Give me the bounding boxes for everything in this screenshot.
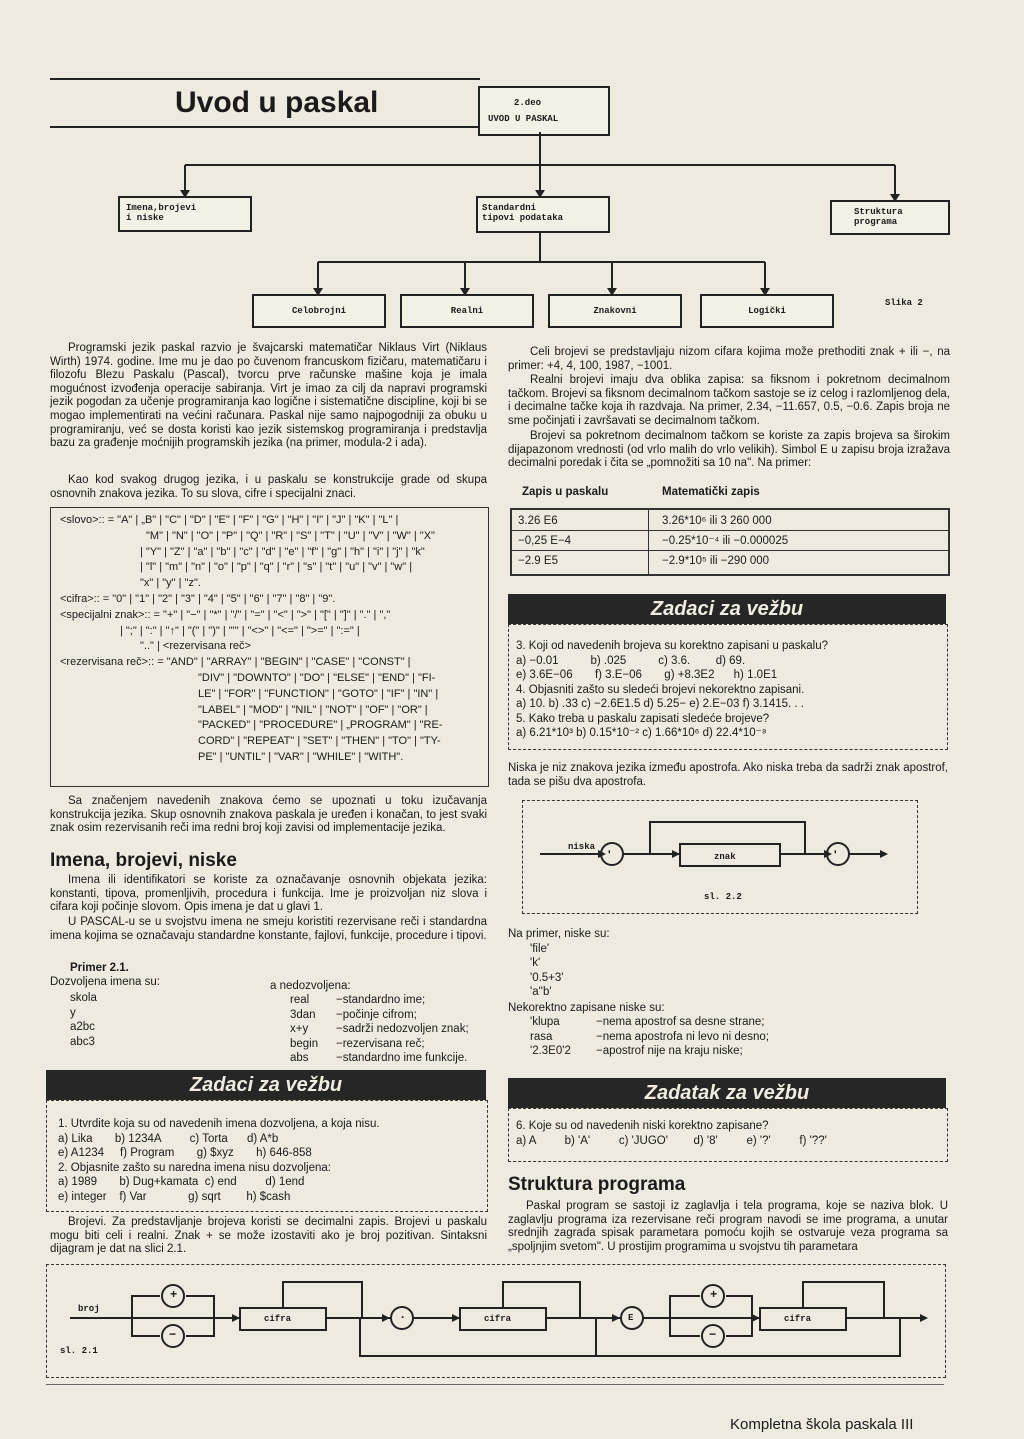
- table-header-1: Zapis u paskalu: [522, 486, 609, 498]
- node-celobrojni: Celobrojni: [252, 294, 386, 328]
- grammar-line: "M" | "N" | "O" | "P" | "Q" | "R" | "S" | "T" | "U" | "V" | "W" | "X": [146, 529, 435, 542]
- grammar-line: | "l" | "m" | "n" | "o" | "p" | "q" | "r" | "s" | "t" | "u" | "v" | "w" |: [140, 561, 413, 574]
- imena-paragraph-2: U PASCAL-u se u svojstvu imena ne smeju koristiti rezervisane reči i standardna imena kojima se označavaju standardne konstante, fajlovi, funkcije, procedure i tipovi.: [50, 916, 487, 942]
- zadatak-line: a) −0.01 b) .025 c) 3.6. d) 69.: [516, 654, 746, 667]
- nedozvoljeno-ime: real: [290, 994, 310, 1006]
- niska-primer: '0.5+3': [530, 971, 564, 984]
- primer-label: Primer 2.1.: [70, 962, 129, 974]
- nekorektna-opis: −nema apostrofa ni levo ni desno;: [596, 1030, 769, 1043]
- zadatak-line: e) A1234 f) Program g) $xyz h) 646-858: [58, 1147, 312, 1159]
- zadatak-line: a) 10. b) .33 c) −2.6E1.5 d) 5.25− e) 2.E−03 f) 3.1415. . .: [516, 698, 804, 710]
- nedozvoljeno-opis: −počinje cifrom;: [336, 1008, 417, 1021]
- zadatak-line: a) A b) 'A' c) 'JUGO' d) '8' e) '?' f) '??': [516, 1135, 827, 1147]
- after-grammar-paragraph: Sa značenjem navedenih znakova ćemo se upoznati u toku izučavanja konstrukcija jezika. Skup osnovnih znakova paskala je uređen i konačan, to jest svaki znak osim rezervisanih reči ima redni broj koji zavisi od implementacije jezika.: [50, 795, 487, 835]
- niska-paragraph: Niska je niz znakova jezika između apostrofa. Ako niska treba da sadrži znak apostrof, tada se pišu dva apostrofa.: [508, 762, 948, 788]
- nekorektno-label: Nekorektno zapisane niske su:: [508, 1002, 665, 1014]
- dozvoljeno-ime: y: [70, 1006, 76, 1019]
- footer-rule: [46, 1384, 944, 1385]
- nekorektna-opis: −apostrof nije na kraju niske;: [596, 1045, 743, 1057]
- dot-label: .: [399, 1308, 407, 1322]
- broj-label: broj: [78, 1304, 100, 1314]
- zadatak-line: 3. Koji od navedenih brojeva su korektno zapisani u paskalu?: [516, 640, 828, 652]
- svg-text:': ': [834, 849, 837, 861]
- table-cell-paskal: 3.26 E6: [518, 515, 558, 527]
- intro-paragraph-2: Kao kod svakog drugog jezika, i u paskalu se konstrukcije grade od skupa osnovnih znakova jezika. To su slova, cifre i specijalni znaci.: [50, 474, 487, 500]
- fig-2-1-caption: sl. 2.1: [60, 1346, 98, 1356]
- node-standardni-tipovi: Standardni tipovi podataka: [476, 196, 610, 233]
- dozvoljeno-ime: abc3: [70, 1035, 95, 1048]
- minus-sign-2: −: [709, 1328, 717, 1342]
- intro-paragraph: Programski jezik paskal razvio je švajcarski matematičar Niklaus Virt (Niklaus Wirth) 1974. godine. Ime mu je dao po čuvenom francuskom fizičaru, matematičaru i filozofu Blezu Paskalu (Pascal), tvorcu prve računske mašine koja je imala mogućnost izvođenja operacije sabiranja. Virt je imao za cilj da napravi programski jezik pogodan za učenje programiranja kao logične i sistematične discipline, koji bi se mogao implementirati na većini računara. Paskal nije samo najpogodniji za obuku u programiranju, već se dosta koristi kao jezik sistemskog programiranja i predstavlja bazu za građenje moćnijih programskih jezika (na primer, modula-2 i ada).: [50, 342, 487, 450]
- e-label: E: [628, 1313, 634, 1323]
- node-realni: Realni: [400, 294, 534, 328]
- nedozvoljeno-ime: x+y: [290, 1023, 309, 1035]
- zadatak-line: e) 3.6E−06 f) 3.E−06 g) +8.3E2 h) 1.0E1: [516, 669, 778, 681]
- grammar-line: <slovo>:: = "A" | „B" | "C" | "D" | "E" | "F" | "G" | "H" | "I" | "J" | "K" | "L" |: [60, 514, 399, 526]
- zadatak-line: a) 6.21*10³ b) 0.15*10⁻² c) 1.66*10⁶ d) 22.4*10⁻⁸: [516, 727, 767, 739]
- table-row-divider: [510, 530, 948, 531]
- zadatak-line: 5. Kako treba u paskalu zapisati sledeće brojeve?: [516, 712, 770, 725]
- imena-paragraph: Imena ili identifikatori se koriste za označavanje osnovnih objekata jezika: konstanti, tipova, promenljivih, procedura i funkcija. Ime je proizvoljan niz slova i cifara koji počinje slovom. Opis imena je dat u glavi 1.: [50, 874, 487, 914]
- tree-connectors: [0, 0, 1024, 340]
- nedozvoljeno-opis: −rezervisana reč;: [336, 1037, 425, 1050]
- niske-primer-label: Na primer, niske su:: [508, 928, 610, 940]
- nedozvoljeno-opis: −sadrži nedozvoljen znak;: [336, 1023, 469, 1035]
- znak-label: znak: [714, 852, 736, 862]
- table-cell-paskal: −2.9 E5: [518, 555, 558, 567]
- struktura-paragraph: Paskal program se sastoji iz zaglavlja i tela programa, koje se naziva blok. U zaglavlju programa iza rezervisane reči program navodi se ime programa, a unutar srednjih zagrada spisak parametara pomoću kojih se ostvaruje veza programa sa „spoljnjim svetom". U prostijim programima u svojstvu tih parametara: [508, 1200, 948, 1253]
- grammar-line: LE" | "FOR" | "FUNCTION" | "GOTO" | "IF" | "IN" |: [198, 687, 439, 700]
- nedozvoljeno-ime: 3dan: [290, 1008, 316, 1021]
- brojevi-paragraph: Brojevi. Za predstavljanje brojeva koristi se decimalni zapis. Brojevi u paskalu mogu biti celi i realni. Znak + se može izostaviti ako je broj pozitivan. Sintaksni dijagram je dat na slici 2.1.: [50, 1216, 487, 1256]
- plus-sign-2: +: [710, 1288, 718, 1302]
- dozvoljeno-ime: skola: [70, 992, 97, 1004]
- grammar-line: <rezervisana reč>:: = "AND" | "ARRAY" | "BEGIN" | "CASE" | "CONST" |: [60, 656, 411, 669]
- grammar-line: "x" | "y" | "z".: [140, 577, 201, 590]
- cifra-label-3: cifra: [784, 1314, 812, 1324]
- right-paragraph-3: Brojevi sa pokretnom decimalnom tačkom se koriste za zapis brojeva sa širokim dijapazonom vrednosti (od vrlo malih do vrlo velikih). Simbol E u zapisu broja izražava decimalni poredak i čita se „pomnožiti sa 10 na". Na primer:: [508, 430, 950, 470]
- grammar-line: "LABEL" | "MOD" | "NIL" | "NOT" | "OF" | "OR" |: [198, 703, 428, 716]
- nekorektna-niska: rasa: [530, 1030, 553, 1043]
- zadatak-line: 6. Koje su od navedenih niski korektno zapisane?: [516, 1120, 769, 1132]
- table-cell-matematicki: −2.9*10⁵ ili −290 000: [662, 555, 770, 567]
- node-znakovni: Znakovni: [548, 294, 682, 328]
- table-cell-paskal: −0,25 E−4: [518, 535, 572, 547]
- grammar-line: "DIV" | "DOWNTO" | "DO" | "ELSE" | "END" | "FI-: [198, 672, 436, 684]
- node-struktura-programa: Struktura programa: [830, 200, 950, 235]
- table-cell-matematicki: 3.26*10⁶ ili 3 260 000: [662, 515, 772, 527]
- node-imena-brojevi-niske: Imena,brojevi i niske: [118, 196, 252, 232]
- cifra-label-2: cifra: [484, 1314, 512, 1324]
- top-box-line1: 2.deo: [514, 98, 542, 108]
- nedozvoljeno-opis: −standardno ime;: [336, 994, 426, 1006]
- table-cell-matematicki: −0.25*10⁻⁴ ili −0.000025: [662, 535, 789, 547]
- right-paragraph-2: Realni brojevi imaju dva oblika zapisa: sa fiksnom i pokretnom decimalnom tačkom. Brojevi sa fiksnom decimalnom tačkom sastoje se iz celog i razlomljenog dela, i decimalne tačke koja ih razdvaja. Na primer, 2.34, −11.657, 0.5, −0.6. Zapis broja ne sme počinjati i završavati se decimalnom tačkom.: [508, 374, 950, 427]
- right-paragraph-1: Celi brojevi se predstavljaju nizom cifara kojima može prethoditi znak + ili −, na primer: +4, 4, 100, 1987, −1001.: [508, 346, 950, 372]
- nekorektna-niska: '2.3E0'2: [530, 1045, 571, 1057]
- nekorektna-niska: 'klupa: [530, 1016, 560, 1028]
- zadaci-banner-right: Zadaci za vežbu: [508, 594, 946, 624]
- footer-text: Kompletna škola paskala III: [730, 1416, 914, 1433]
- dozvoljena-label: Dozvoljena imena su:: [50, 976, 160, 988]
- nedozvoljena-label: a nedozvoljena:: [270, 980, 351, 992]
- grammar-line: <specijalni znak>:: = "+" | "−" | "*" | "/" | "=" | "<" | ">" | "[" | "]" | "." | ",": [60, 608, 391, 621]
- zadatak-line: 2. Objasnite zašto su naredna imena nisu dozvoljena:: [58, 1161, 331, 1174]
- table-header-2: Matematički zapis: [662, 486, 760, 498]
- heading-struktura: Struktura programa: [508, 1174, 686, 1195]
- zadatak-line: a) Lika b) 1234A c) Torta d) A*b: [58, 1132, 279, 1145]
- zadatak-line: a) 1989 b) Dug+kamata c) end d) 1end: [58, 1176, 305, 1188]
- grammar-line: | ";" | ":" | "↑" | "(" | ")" | "'" | "<>" | "<=" | ">=" | ":=" |: [120, 624, 360, 637]
- minus-sign-1: −: [169, 1328, 177, 1342]
- nedozvoljeno-ime: abs: [290, 1052, 309, 1064]
- zadatak-banner: Zadatak za vežbu: [508, 1078, 946, 1108]
- top-box-line2: UVOD U PASKAL: [488, 114, 559, 124]
- zadatak-line: e) integer f) Var g) sqrt h) $cash: [58, 1190, 291, 1203]
- table-divider: [648, 508, 649, 574]
- grammar-line: ".." | <rezervisana reč>: [140, 640, 251, 653]
- plus-sign-1: +: [170, 1288, 178, 1302]
- svg-text:': ': [608, 849, 611, 861]
- grammar-line: | "Y" | "Z" | "a" | "b" | "c" | "d" | "e" | "f" | "g" | "h" | "i" | "j" | "k": [140, 545, 425, 558]
- nedozvoljeno-ime: begin: [290, 1037, 319, 1050]
- dozvoljeno-ime: a2bc: [70, 1021, 95, 1033]
- page-title: Uvod u paskal: [175, 86, 379, 119]
- grammar-line: <cifra>:: = "0" | "1" | "2" | "3" | "4" | "5" | "6" | "7" | "8" | "9".: [60, 593, 336, 605]
- niska-label: niska: [568, 842, 596, 852]
- zadaci-banner-left: Zadaci za vežbu: [46, 1070, 486, 1100]
- niska-primer: 'a''b': [530, 986, 552, 998]
- grammar-line: PE" | "UNTIL" | "VAR" | "WHILE" | "WITH".: [198, 751, 404, 763]
- fig-2-2-caption: sl. 2.2: [704, 892, 742, 902]
- heading-imena: Imena, brojevi, niske: [50, 850, 237, 871]
- figure-label: Slika 2: [885, 298, 923, 308]
- nekorektna-opis: −nema apostrof sa desne strane;: [596, 1016, 765, 1028]
- niska-primer: 'file': [530, 942, 550, 955]
- node-logicki: Logički: [700, 294, 834, 328]
- niska-primer: 'k': [530, 957, 541, 969]
- grammar-line: CORD" | "REPEAT" | "SET" | "THEN" | "TO" | "TY-: [198, 735, 441, 748]
- table-row-divider: [510, 550, 948, 551]
- cifra-label-1: cifra: [264, 1314, 292, 1324]
- zadatak-line: 1. Utvrdite koja su od navedenih imena dozvoljena, a koja nisu.: [58, 1118, 380, 1130]
- zadatak-line: 4. Objasniti zašto su sledeći brojevi nekorektno zapisani.: [516, 683, 805, 696]
- grammar-line: "PACKED" | "PROCEDURE" | „PROGRAM" | "RE-: [198, 719, 443, 732]
- nedozvoljeno-opis: −standardno ime funkcije.: [336, 1052, 468, 1064]
